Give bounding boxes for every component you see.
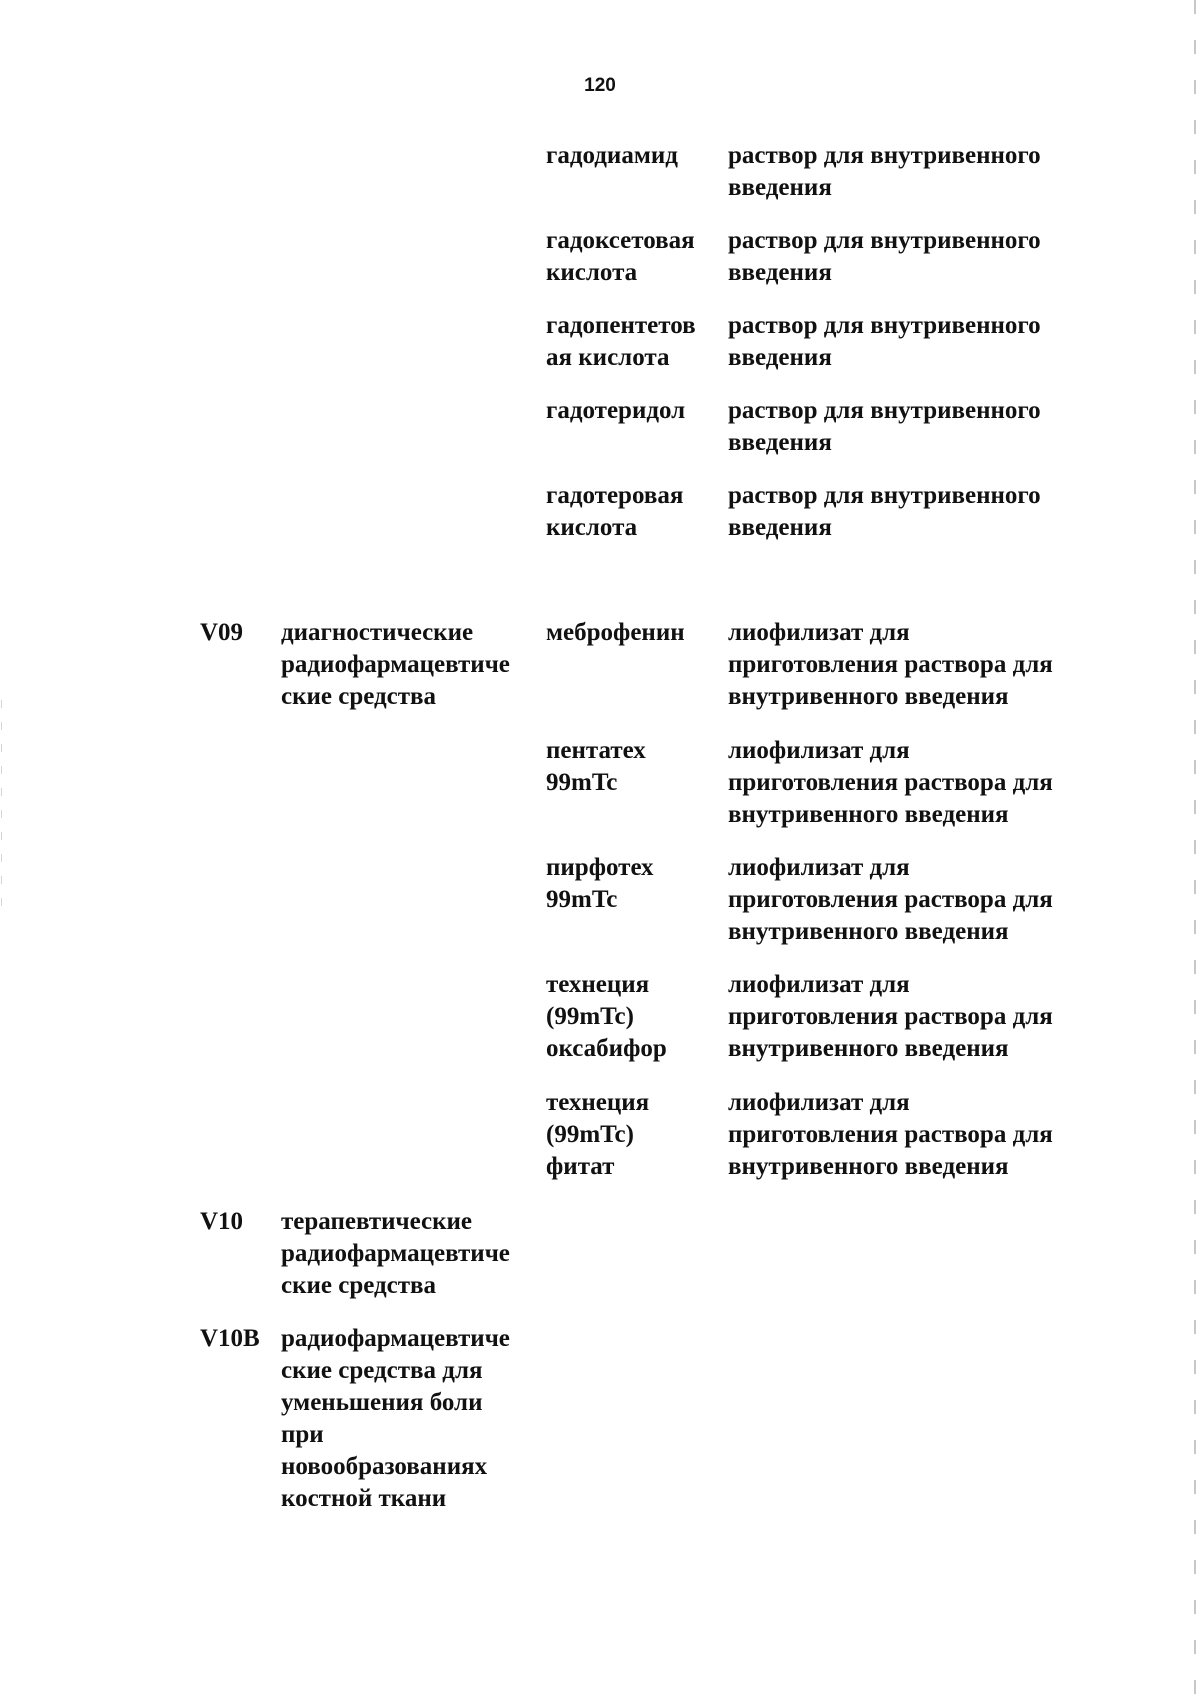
scan-edge-mark <box>1194 0 1196 1697</box>
drug-name: гадотеридол <box>546 397 686 424</box>
dosage-form: лиофилизат для приготовления раствора для внутривенного введения <box>728 971 1053 1062</box>
scan-edge-mark-left <box>1 700 2 920</box>
atc-code: V10 <box>200 1208 244 1235</box>
drug-name: гадопентетов ая кислота <box>546 312 696 371</box>
atc-code: V10B <box>200 1325 260 1352</box>
drug-name: гадоксетовая кислота <box>546 227 695 286</box>
drug-name: технеция (99mTc) оксабифор <box>546 971 667 1062</box>
page-number: 120 <box>584 75 616 96</box>
group-name: терапевтические радиофармацевтиче ские средства <box>281 1208 510 1299</box>
group-name: радиофармацевтиче ские средства для уменьшения боли при новообразованиях костной ткани <box>281 1325 510 1512</box>
dosage-form: раствор для внутривенного введения <box>728 227 1041 286</box>
dosage-form: лиофилизат для приготовления раствора для внутривенного введения <box>728 854 1053 945</box>
dosage-form: лиофилизат для приготовления раствора для внутривенного введения <box>728 737 1053 828</box>
drug-name: меброфенин <box>546 619 685 646</box>
drug-name: технеция (99mTc) фитат <box>546 1089 650 1180</box>
dosage-form: раствор для внутривенного введения <box>728 482 1041 541</box>
dosage-form: раствор для внутривенного введения <box>728 142 1041 201</box>
dosage-form: раствор для внутривенного введения <box>728 312 1041 371</box>
group-name: диагностические радиофармацевтиче ские средства <box>281 619 510 710</box>
drug-name: пирфотех 99mTc <box>546 854 654 913</box>
dosage-form: лиофилизат для приготовления раствора для внутривенного введения <box>728 619 1053 710</box>
dosage-form: раствор для внутривенного введения <box>728 397 1041 456</box>
drug-name: пентатех 99mTc <box>546 737 646 796</box>
dosage-form: лиофилизат для приготовления раствора для внутривенного введения <box>728 1089 1053 1180</box>
atc-code: V09 <box>200 619 244 646</box>
drug-name: гадотеровая кислота <box>546 482 684 541</box>
drug-name: гадодиамид <box>546 142 678 169</box>
